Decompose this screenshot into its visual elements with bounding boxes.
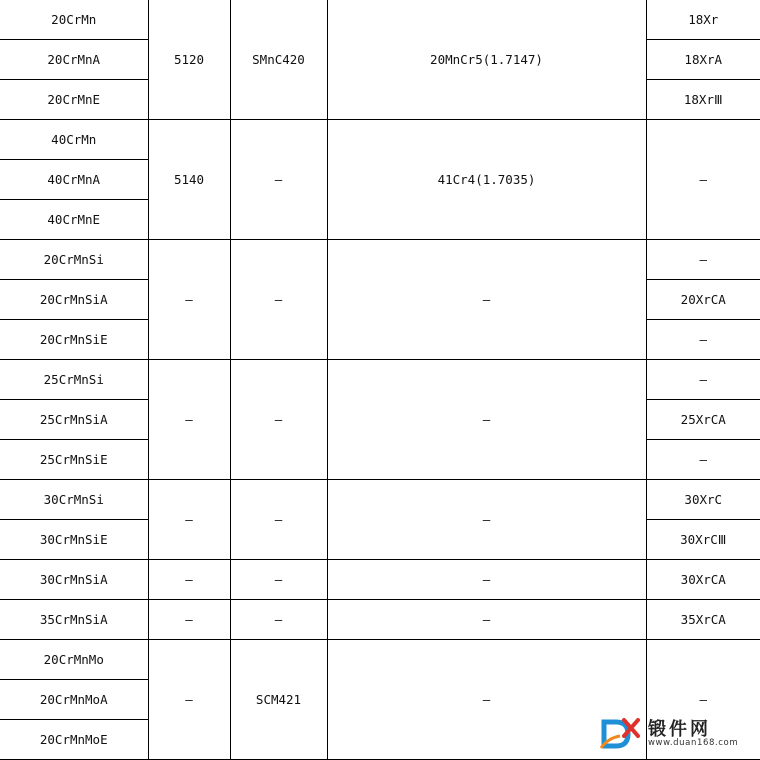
gost-cell: 20XrCA <box>646 280 760 320</box>
gost-cell: 18Xr <box>646 0 760 40</box>
grade-cell: 40CrMnE <box>0 200 148 240</box>
gost-cell: — <box>646 120 760 240</box>
forging-logo-icon <box>598 714 642 754</box>
table-row <box>0 120 760 160</box>
din-cell: — <box>327 360 646 480</box>
table-row <box>0 560 760 600</box>
jis-cell: — <box>230 240 327 360</box>
din-cell: — <box>327 240 646 360</box>
din-cell: — <box>327 600 646 640</box>
din-cell: 20MnCr5(1.7147) <box>327 0 646 120</box>
watermark-title: 锻件网 <box>648 719 711 740</box>
gost-cell: — <box>646 240 760 280</box>
jis-cell: SMnC420 <box>230 0 327 120</box>
grade-cell: 25CrMnSi <box>0 360 148 400</box>
table-row <box>0 480 760 520</box>
grade-cell: 20CrMnE <box>0 80 148 120</box>
table-row <box>0 640 760 680</box>
aisi-cell: 5140 <box>148 120 230 240</box>
grade-cell: 40CrMn <box>0 120 148 160</box>
jis-cell: SCM421 <box>230 640 327 760</box>
jis-cell: — <box>230 560 327 600</box>
aisi-cell: — <box>148 360 230 480</box>
gost-cell: 30XrCA <box>646 560 760 600</box>
aisi-cell: — <box>148 640 230 760</box>
din-cell: — <box>327 560 646 600</box>
aisi-cell: — <box>148 600 230 640</box>
gost-cell: 18XrA <box>646 40 760 80</box>
din-cell: 41Cr4(1.7035) <box>327 120 646 240</box>
grade-cell: 30CrMnSiE <box>0 520 148 560</box>
grade-cell: 30CrMnSi <box>0 480 148 520</box>
table-row <box>0 600 760 640</box>
din-cell: — <box>327 480 646 560</box>
aisi-cell: — <box>148 560 230 600</box>
grade-cell: 20CrMnA <box>0 40 148 80</box>
din-cell: — <box>327 640 646 760</box>
table-row <box>0 240 760 280</box>
table-row <box>0 0 760 40</box>
jis-cell: — <box>230 120 327 240</box>
gost-cell: — <box>646 640 760 760</box>
watermark-url: www.duan168.com <box>648 738 739 748</box>
grade-cell: 25CrMnSiE <box>0 440 148 480</box>
grade-cell: 40CrMnA <box>0 160 148 200</box>
jis-cell: — <box>230 360 327 480</box>
site-watermark <box>598 714 760 759</box>
gost-cell: — <box>646 320 760 360</box>
gost-cell: 25XrCA <box>646 400 760 440</box>
table-row <box>0 360 760 400</box>
grade-cell: 30CrMnSiA <box>0 560 148 600</box>
grade-cell: 20CrMnMoE <box>0 720 148 760</box>
grade-cell: 20CrMn <box>0 0 148 40</box>
jis-cell: — <box>230 480 327 560</box>
jis-cell: — <box>230 600 327 640</box>
gost-cell: — <box>646 360 760 400</box>
grade-cell: 25CrMnSiA <box>0 400 148 440</box>
gost-cell: 30XrCⅢ <box>646 520 760 560</box>
gost-cell: 35XrCA <box>646 600 760 640</box>
grade-cell: 20CrMnSiA <box>0 280 148 320</box>
gost-cell: 30XrC <box>646 480 760 520</box>
gost-cell: — <box>646 440 760 480</box>
gost-cell: 18XrⅢ <box>646 80 760 120</box>
grade-cell: 20CrMnSiE <box>0 320 148 360</box>
grade-cell: 20CrMnMoA <box>0 680 148 720</box>
grade-cell: 20CrMnMo <box>0 640 148 680</box>
grade-cell: 35CrMnSiA <box>0 600 148 640</box>
grade-cell: 20CrMnSi <box>0 240 148 280</box>
aisi-cell: — <box>148 240 230 360</box>
aisi-cell: — <box>148 480 230 560</box>
aisi-cell: 5120 <box>148 0 230 120</box>
